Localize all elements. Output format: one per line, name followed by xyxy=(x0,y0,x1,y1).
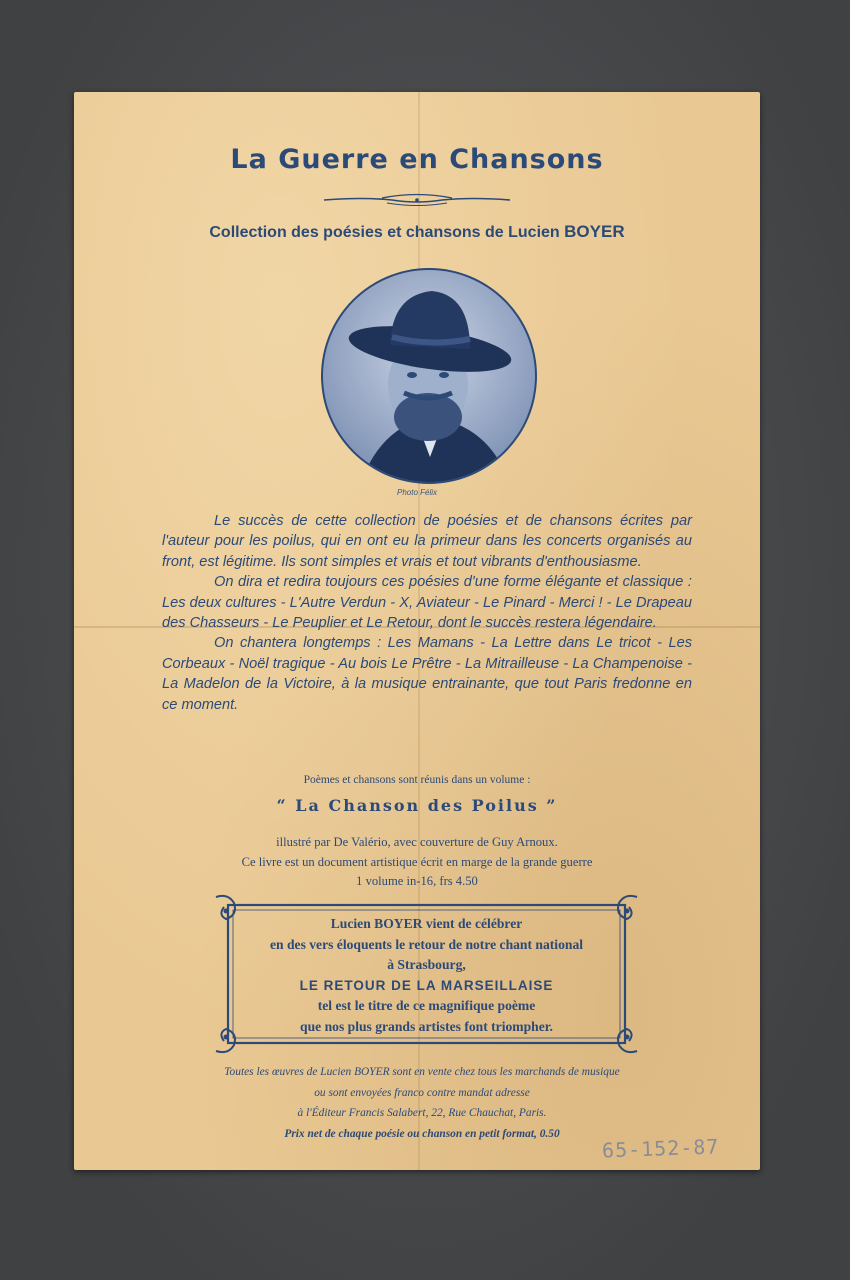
footer-line: ou sont envoyées franco contre mandat adresse xyxy=(314,1086,530,1099)
paragraph: On dira et redira toujours ces poésies d'une forme élégante et classique : Les deux cultures - L'Autre Verdun - X, Aviateur - Le Pinard - Merci ! - Le Drapeau des Chasseurs - Le Peuplier et Le Retour, dont le succès restera légendaire. xyxy=(162,574,692,632)
author-portrait-image xyxy=(320,267,538,485)
description-text xyxy=(162,511,692,715)
author-name: BOYER xyxy=(564,222,625,241)
paragraph: Le succès de cette collection de poésies et de chansons écrites par l'auteur pour les poilus, qui en ont eu la primeur dans les concerts organisés au front, est légitime. Ils sont simples et vrais et tout vibrants d'enthousiasme. xyxy=(162,513,692,570)
book-detail-line: Ce livre est un document artistique écrit en marge de la grande guerre xyxy=(241,854,593,869)
book-title: “ La Chanson des Poilus ” xyxy=(276,796,558,815)
book-intro: Poèmes et chansons sont réunis dans un volume : xyxy=(303,774,531,786)
announcement-line: en des vers éloquents le retour de notre chant national xyxy=(269,936,584,952)
marseillaise-announcement xyxy=(224,914,629,1037)
announcement-line: Lucien BOYER vient de célébrer xyxy=(330,916,523,931)
book-detail-line: 1 volume in-16, frs 4.50 xyxy=(356,874,478,888)
photo-credit: Photo Félix xyxy=(396,488,438,497)
footer-line: à l'Éditeur Francis Salabert, 22, Rue Chauchat, Paris. xyxy=(297,1107,547,1119)
subtitle-prefix: Collection des poésies et chansons de Lucien xyxy=(209,224,560,241)
book-details xyxy=(74,833,760,892)
document-sheet xyxy=(74,92,760,1170)
announcement-line: que nos plus grands artistes font triompher. xyxy=(300,1018,553,1034)
announcement-line: à Strasbourg, xyxy=(387,957,466,972)
inventory-number-annotation: 65-152-87 xyxy=(601,1134,720,1163)
document-title: La Guerre en Chansons xyxy=(230,144,604,175)
footer-line: Toutes les œuvres de Lucien BOYER sont en vente chez tous les marchands de musique xyxy=(224,1066,620,1078)
announcement-line: tel est le titre de ce magnifique poème xyxy=(317,998,536,1013)
collection-subtitle xyxy=(74,222,760,242)
poem-title: LE RETOUR DE LA MARSEILLAISE xyxy=(299,977,554,993)
price-line: Prix net de chaque poésie ou chanson en petit format, 0.50 xyxy=(284,1127,560,1140)
title-ornament-divider xyxy=(322,192,512,208)
paragraph: On chantera longtemps : Les Mamans - La Lettre dans Le tricot - Les Corbeaux - Noël tragique - Au bois Le Prêtre - La Mitrailleuse - La Champenoise - La Madelon de la Victoire, à la musique entrainante, que tout Paris fredonne en ce moment. xyxy=(162,635,692,713)
book-detail-line: illustré par De Valério, avec couverture de Guy Arnoux. xyxy=(276,835,558,849)
publisher-footer xyxy=(152,1062,692,1144)
